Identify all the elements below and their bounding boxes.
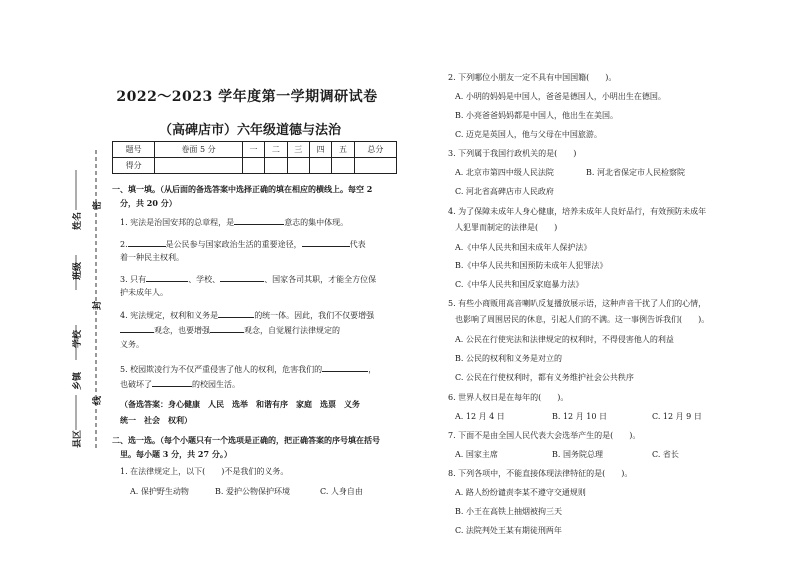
s2-question-8: 8. 下列各项中，不能直接体现法律特征的是( )。: [448, 469, 633, 478]
binding-label-name: 姓名: [73, 211, 83, 230]
s2-q2-option-b: B. 小亮爸爸妈妈都是中国人，他出生在美国。: [455, 111, 618, 120]
s2-q2-option-c: C. 迈克是英国人，他与父母在中国旅游。: [455, 130, 602, 139]
s2-q8-option-a: A. 路人纷纷谴责李某不遵守交通规则: [455, 488, 586, 497]
score-header-cell: 四: [309, 142, 331, 158]
s2-q3-option-c: C. 河北省高碑店市人民政府: [455, 187, 554, 196]
binding-seal-2: 封: [93, 300, 103, 310]
answer-blank[interactable]: [152, 377, 192, 387]
s2-q5-option-b: B. 公民的权利和义务是对立的: [455, 354, 562, 363]
s2-q3-option-a: A. 北京市第四中级人民法院: [455, 168, 554, 177]
s2-q4-option-c: C.《中华人民共和国反家庭暴力法》: [455, 280, 584, 289]
answer-blank[interactable]: [218, 308, 254, 318]
s2-question-3: 3. 下列属于我国行政机关的是( ): [448, 149, 577, 158]
s2-q7-option-c: C. 省长: [652, 450, 679, 459]
binding-label-school: 学校: [73, 329, 83, 348]
s1-question-3: [120, 272, 376, 286]
exam-title: 2022～2023 学年度第一学期调研试卷: [116, 89, 378, 105]
score-header-cell: 三: [287, 142, 309, 158]
score-table-score-row: [113, 158, 397, 174]
s1-options-cont: 统一 社会 权利）: [120, 415, 192, 425]
s2-q7-option-a: A. 国家主席: [455, 450, 498, 459]
binding-label-district: 县区: [73, 429, 83, 448]
s1-q5-text: ，: [368, 365, 377, 374]
s1-q2-text: 代表: [349, 240, 366, 249]
s1-q5-text: 5. 校园欺凌行为不仅严重侵害了他人的权利，危害我们的: [120, 365, 323, 374]
s1-question-4: [120, 308, 374, 322]
s1-options: （备选答案：身心健康 人民 选举 和谐有序 家庭 选票 义务: [120, 399, 360, 409]
s2-question-4-cont: 人犯罪而制定的法律是( ): [455, 223, 558, 232]
answer-blank[interactable]: [234, 215, 284, 225]
s2-question-4: 4. 为了保障未成年人身心健康，培养未成年人良好品行，有效预防未成年: [448, 207, 707, 216]
s2-question-7: 7. 下面不是由全国人民代表大会选举产生的是( )。: [448, 431, 641, 440]
binding-label-town: 乡镇: [73, 371, 83, 390]
answer-blank[interactable]: [322, 362, 368, 372]
s1-q3-text: 、国家各司其职，才能全方位保: [264, 275, 377, 284]
s1-q1-text: 意志的集中体现。: [284, 218, 349, 227]
s2-q8-option-c: C. 法院判处王某有期徒刑两年: [455, 526, 562, 535]
s2-q6-option-a: A. 12 月 4 日: [455, 412, 505, 421]
score-table-header-row: [113, 142, 397, 158]
answer-blank[interactable]: [220, 272, 264, 282]
s2-question-6: 6. 世界人权日是在每年的( )。: [448, 393, 569, 402]
s1-q1-text: 1. 宪法是治国安邦的总章程，是: [120, 218, 235, 227]
s1-q4-text: 观念，自觉履行法律规定的: [244, 326, 340, 335]
score-cell[interactable]: [155, 158, 243, 174]
s1-q5-text: 也破坏了: [120, 380, 152, 389]
answer-blank[interactable]: [210, 323, 244, 333]
s2-q5-option-a: A. 公民在行使宪法和法律规定的权利时，不得侵害他人的利益: [455, 335, 674, 344]
section1-heading-cont: 分，共 20 分）: [120, 198, 177, 208]
s2-q6-option-b: B. 12 月 10 日: [552, 412, 607, 421]
s1-q2-text: 是公民参与国家政治生活的重要途径，: [165, 240, 302, 249]
score-cell[interactable]: [332, 158, 354, 174]
binding-strip: [66, 150, 106, 450]
score-header-cell: 二: [265, 142, 287, 158]
s2-q1-option-a: A. 保护野生动物: [130, 487, 189, 496]
s1-q4-text: 的统一体。因此，我们不仅要增强: [254, 311, 375, 320]
answer-blank[interactable]: [120, 323, 154, 333]
s2-q8-option-b: B. 小王在高铁上抽烟被拘三天: [455, 507, 562, 516]
s1-q4-text: 4. 宪法规定，权利和义务是: [120, 311, 219, 320]
s2-question-5: 5. 有些小商贩用高音喇叭反复播放展示语，这种声音干扰了人们的心情，: [448, 299, 707, 308]
score-cell[interactable]: [309, 158, 331, 174]
s1-q3-text: 3. 只有: [120, 275, 147, 284]
score-cell[interactable]: [354, 158, 396, 174]
score-header-cell: 五: [332, 142, 354, 158]
score-row-label: 得分: [113, 158, 155, 174]
score-cell[interactable]: [287, 158, 309, 174]
s2-question-5-cont: 也影响了周围居民的休息，引起人们的不满。这一事例告诉我们( )。: [455, 315, 710, 324]
score-header-cell: 一: [242, 142, 264, 158]
s1-q4-text: 观念，也要增强: [154, 326, 210, 335]
s2-q2-option-a: A. 小明的妈妈是中国人，爸爸是德国人，小明出生在德国。: [455, 92, 666, 101]
answer-blank[interactable]: [128, 237, 166, 247]
score-header-cell: 总分: [354, 142, 396, 158]
score-header-cell: 题号: [113, 142, 155, 158]
section1-heading: 一、填一填。（从后面的备选答案中选择正确的填在相应的横线上。每空 2: [112, 184, 373, 194]
s1-q3-text: 、学校、: [188, 275, 221, 284]
score-cell[interactable]: [242, 158, 264, 174]
s2-q1-option-c: C. 人身自由: [320, 487, 363, 496]
binding-label-class: 班级: [73, 261, 83, 280]
s1-q2-cont: 着一种民主权利。: [120, 253, 184, 262]
s1-q4-cont: [120, 323, 340, 337]
s2-q7-option-b: B. 国务院总理: [552, 450, 603, 459]
s2-q4-option-b: B.《中华人民共和国预防未成年人犯罪法》: [455, 261, 608, 270]
s2-q1-option-b: B. 爱护公物保护环境: [215, 487, 290, 496]
s1-question-2: [120, 237, 366, 251]
score-cell[interactable]: [265, 158, 287, 174]
s2-q4-option-a: A.《中华人民共和国未成年人保护法》: [455, 243, 592, 252]
section2-heading: 二、选一选。（每个小题只有一个选项是正确的，把正确答案的序号填在括号: [112, 435, 380, 445]
s2-q3-option-b: B. 河北省保定市人民检察院: [586, 168, 685, 177]
section2-heading-cont: 里。每小题 3 分，共 27 分。）: [120, 449, 232, 459]
s1-q2-text: 2.: [120, 240, 128, 249]
s1-question-1: [120, 215, 348, 229]
score-table: [112, 141, 397, 174]
binding-seal-3: 线: [93, 395, 103, 405]
s2-q6-option-c: C. 12 月 9 日: [652, 412, 702, 421]
answer-blank[interactable]: [302, 237, 350, 247]
s1-question-5: [120, 362, 376, 376]
s2-question-1: 1. 在法律规定上，以下( )不是我们的义务。: [120, 467, 289, 476]
binding-seal-1: 密: [93, 200, 103, 210]
s2-question-2: 2. 下列哪位小朋友一定不具有中国国籍( )。: [448, 73, 617, 82]
answer-blank[interactable]: [146, 272, 188, 282]
score-header-cell: 卷面 5 分: [155, 142, 243, 158]
s1-q4-cont2: 义务。: [120, 340, 144, 349]
s1-q5-text: 的校园生活。: [192, 380, 240, 389]
s2-q5-option-c: C. 公民在行使权利时，都有义务维护社会公共秩序: [455, 373, 634, 382]
s1-q5-cont: [120, 377, 240, 391]
s1-q3-cont: 护未成年人。: [120, 288, 168, 297]
exam-subtitle: （高碑店市）六年级道德与法治: [158, 123, 341, 138]
